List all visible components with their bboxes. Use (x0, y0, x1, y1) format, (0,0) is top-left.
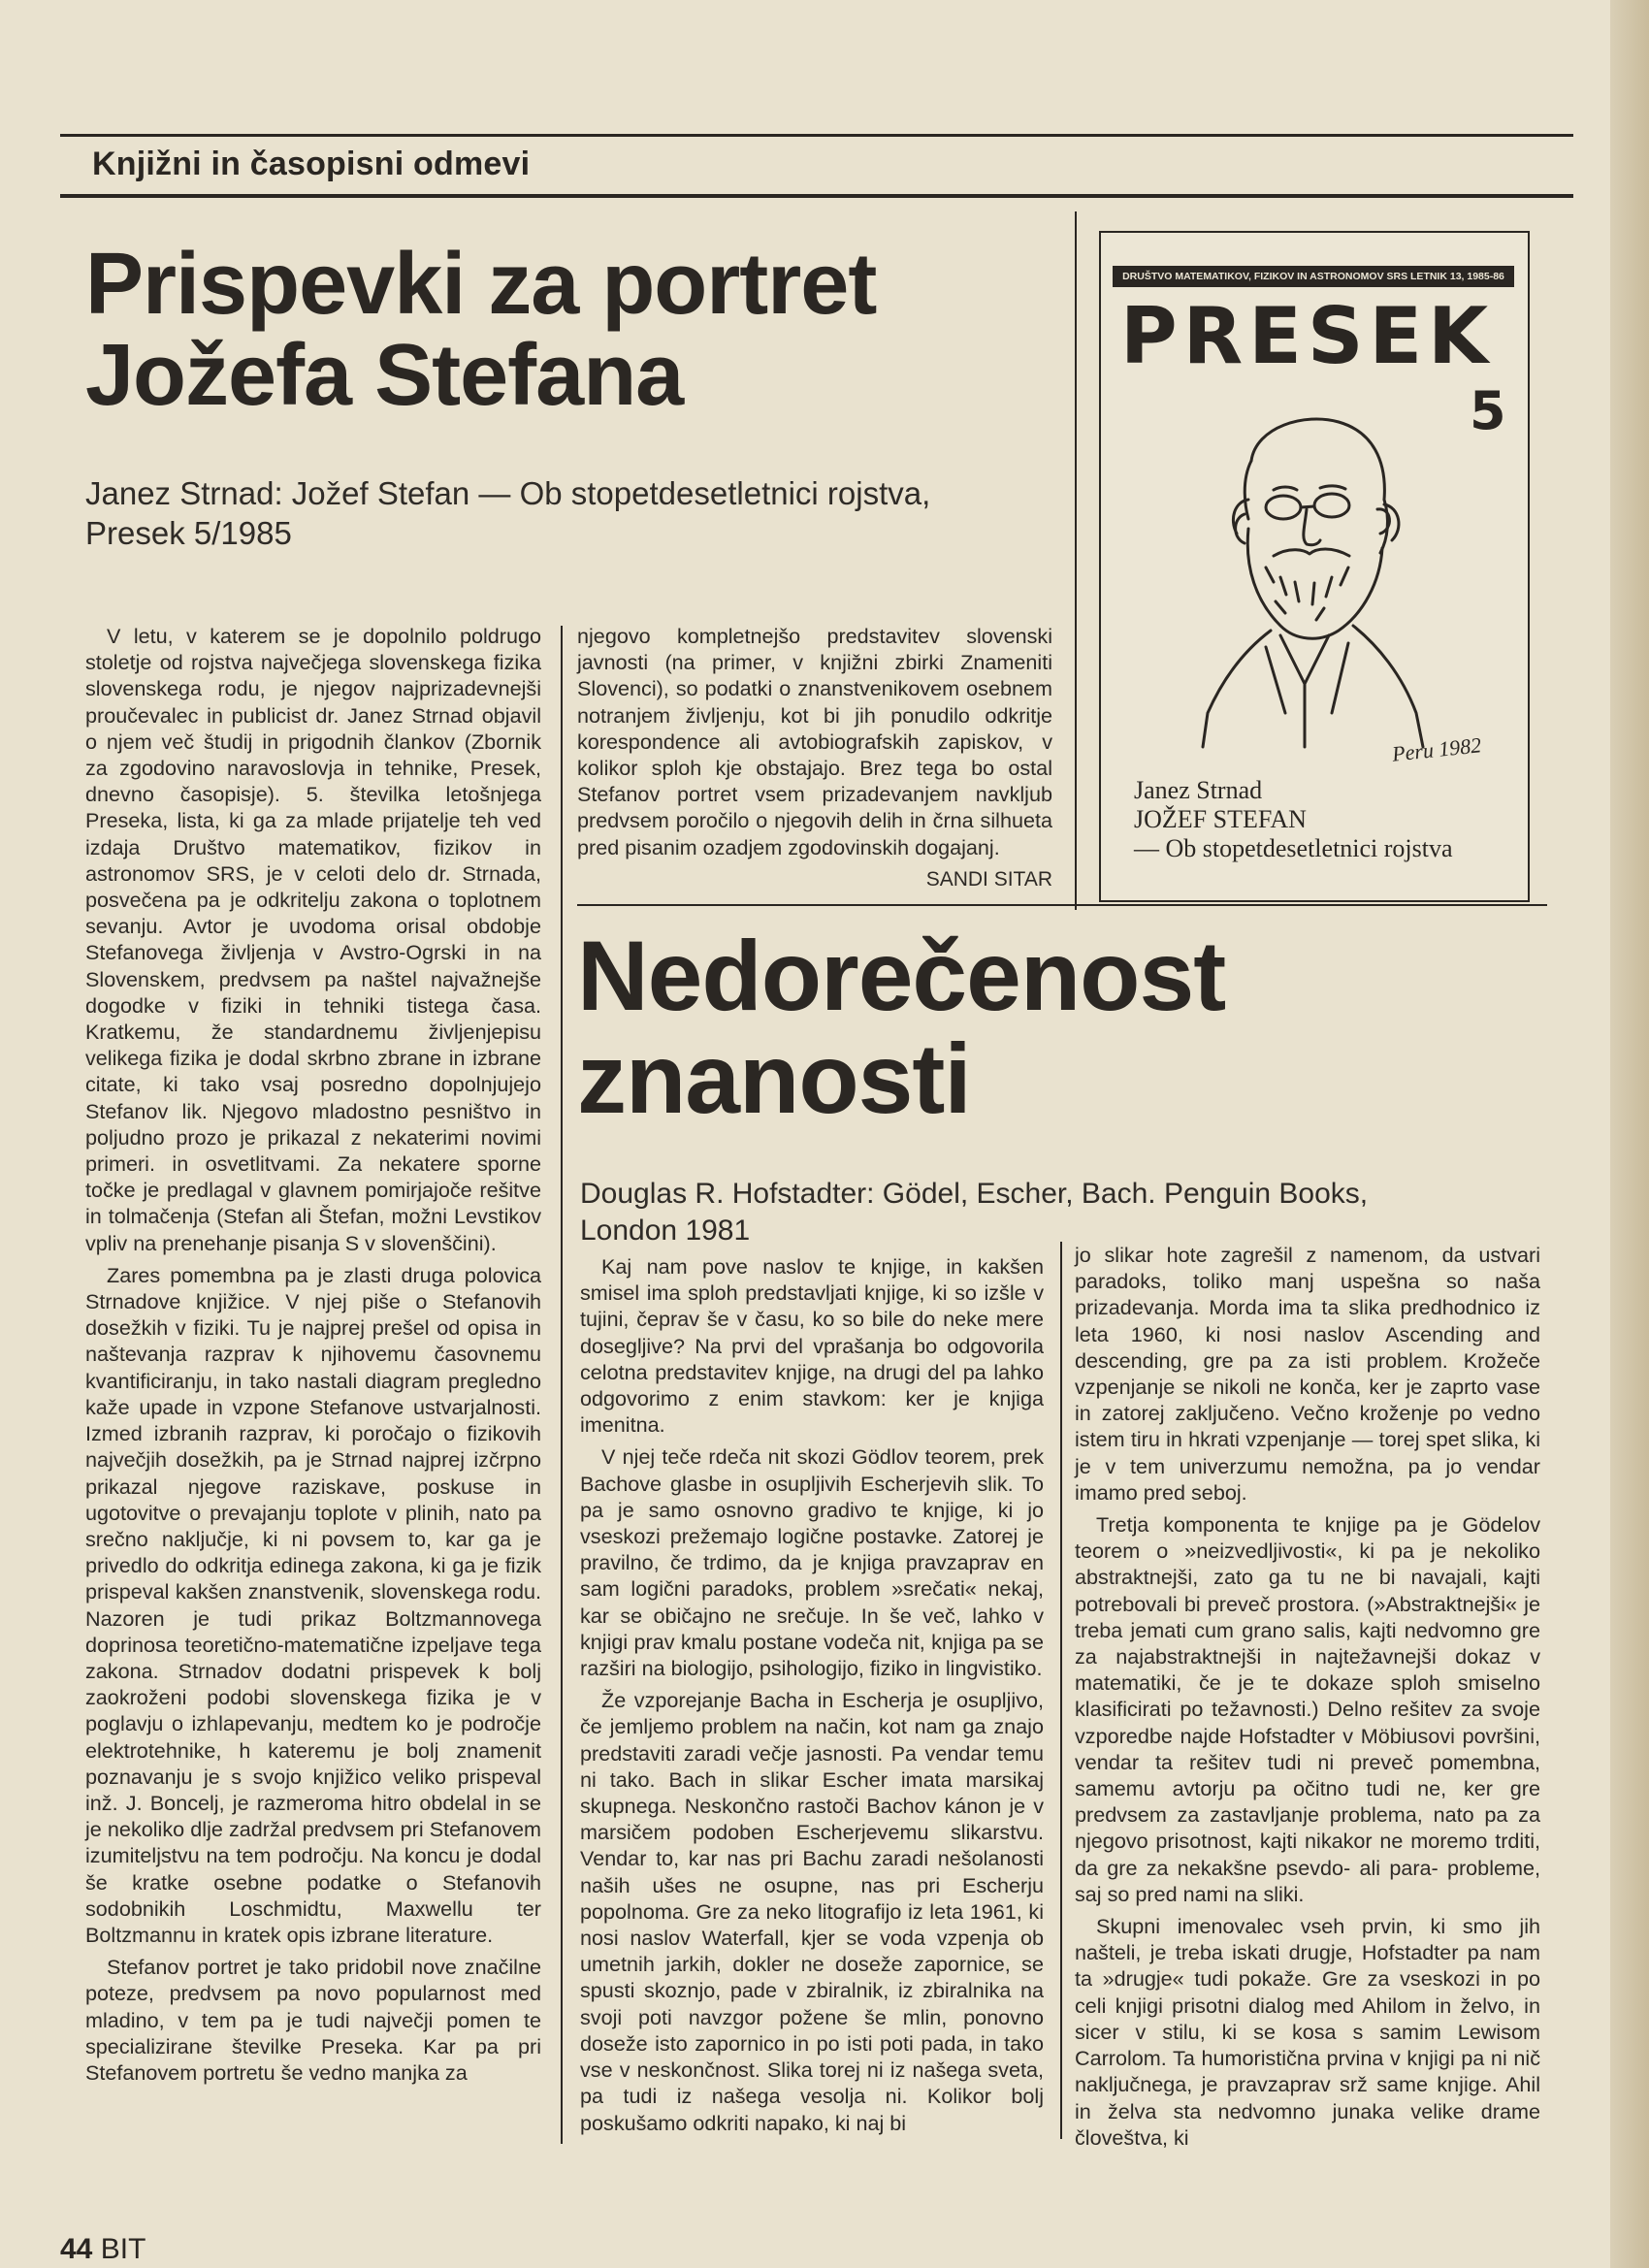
article1-title (85, 236, 1065, 424)
article-separator (577, 904, 1547, 906)
article2-paragraph: V njej teče rdeča nit skozi Gödlov teorem, prek Bachove glasbe in osupljivih Escherjevih slik. To pa je samo osnovno gradivo te knjige, ki jo vseskozi prežemajo logične postavke. Zatorej je pravilno, če trdimo, da je knjiga pravzaprav en sam logični paradoks, problem »srečati« nekaj, kar se običajno ne srečuje. In še več, lahko v knjigi prav kmalu postane vodeča nit, knjiga pa se razširi na biologijo, psihologijo, fiziko in lingvistiko. (580, 1444, 1044, 1681)
article1-column-2 (577, 623, 1052, 892)
article2-paragraph: Tretja komponenta te knjige pa je Gödelov teorem o »neizvedljivosti«, ki pa je nekoliko abstraktnejši, zato ga tu ne bi navajali, kajti potrebovali bi preveč prostora. (»Abstraktnejši« je treba jemati cum grano salis, kajti nedvomno gre za najabstraktnejši in najtežavnejši dokaz v matematiki, če je te dokaze sploh smiselno klasificirati po težavnosti.) Delno rešitev za svoje vzporedbe najde Hofstadter v Möbiusovi površini, vendar ta rešitev tudi ni preveč pomembna, samemu avtorju pa očitno tudi ne, ker gre predvsem za zastavljanje problema, nato pa za njegovo prisotnost, kajti nikakor ne moremo trditi, da gre za nekakšne psevdo- ali para- probleme, saj so pred nami na sliki. (1075, 1512, 1540, 1906)
article2-paragraph: Že vzporejanje Bacha in Escherja je osupljivo, če jemljemo problem na način, kot nam ga znajo predstaviti zaradi večje jasnosti. Pa vendar temu ni tako. Bach in slikar Escher imata marsikaj skupnega. Neskončno rastoči Bachov kánon je v marsičem podoben Escherjevemu slikarstvu. Vendar to, kar nas pri Bachu zaradi nešolanosti naših ušes ne osupne, nas pri Escherju popolnoma. Gre za neko litografijo iz leta 1961, ki nosi naslov Waterfall, kjer se voda vzpenja ob umetnih jarkih, dokler ne doseže zapornice, se spusti skoznjo, pade v zbiralnik, iz zbiralnika na svoji poti navzgor požene še mlin, ponovno doseže isto zapornico in po isti poti pada, in tako vse v neskončnost. Slika torej ni iz našega sveta, pa tudi iz našega vesolja ni. Kolikor bolj poskušamo odkriti napako, ki naj bi (580, 1688, 1044, 2135)
top-rule (60, 134, 1573, 137)
column-divider-left (561, 626, 563, 2144)
section-rule (60, 194, 1573, 198)
article1-paragraph: Stefanov portret je tako pridobil nove značilne poteze, predvsem pa novo popularnost med mladino, v tem pa je tudi največji pomen te specializirane številke Preseka. Kar pa pri Stefanovem portretu še vedno manjka za (85, 1955, 541, 2085)
page-footer (60, 2233, 146, 2266)
cover-caption (1134, 776, 1453, 863)
article2-source-line2: London 1981 (580, 1214, 751, 1247)
article2-source-line1: Douglas R. Hofstadter: Gödel, Escher, Bach. Penguin Books, (580, 1178, 1369, 1210)
stefan-portrait-illustration (1159, 393, 1470, 752)
article1-title-line2: Jožefa Stefana (85, 327, 684, 424)
article1-paragraph: njegovo kompletnejšo predstavitev slovenski javnosti (na primer, v knjižni zbirki Znameniti Slovenci), so podatki o znanstvenikovem osebnem notranjem življenju, kot bi jih ponudilo odkritje korespondence ali avtobiografskih zapiskov, v kolikor sploh kje obstajajo. Brez tega bo ostal Stefanov portret vsem prizadevanjem navkljub predvsem poročilo o njegovih delih in črna silhueta pred pisanim ozadjem zgodovinskih dogajanj. (577, 624, 1052, 859)
cover-publisher-band: DRUŠTVO MATEMATIKOV, FIZIKOV IN ASTRONOMOV SRS LETNIK 13, 1985-86 (1113, 266, 1514, 287)
header-divider (1075, 211, 1077, 910)
article2-column-2 (1075, 1242, 1540, 2156)
article1-source-line1: Janez Strnad: Jožef Stefan — Ob stopetdesetletnici rojstva, (85, 475, 931, 511)
article1-column-1 (85, 623, 541, 2091)
section-label: Knjižni in časopisni odmevi (92, 146, 531, 182)
article1-paragraph: Zares pomembna pa je zlasti druga polovica Strnadove knjižice. V njej piše o Stefanovih dosežkih v fiziki. Tu je najprej prešel od opisa in naštevanja razprav k njihovemu časovnemu kvantificiranju, in tako nastali diagram pregledno kaže upade in vzpone Stefanove ustvarjalnosti. Izmed izbranih razprav, ki poročajo o fizikovih največjih dosežkih, pa je Strnad najprej izčrpno prikazal njegove raziskave, poskuse in ugotovitve o prevajanju toplote v plinih, nato pa srečno naključje, ki ni povsem to, kar ga je privedlo do odkritja edinega zakona, ki ga je fizik prispeval kakšen znanstvenik, slovenskega rodu. Nazoren je tudi prikaz Boltzmannovega doprinosa teoretično-matematične izpeljave tega zakona. Strnadov dodatni prispevek k bolj zaokroženi podobi slovenskega fizika je v poglavju o izhlapevanju, medtem ko je področje elektrotehnike, h kateremu je bolj znamenit poznavanju je s svojo knjižico veliko prispeval inž. J. Boncelj, je razmeroma hitro obdelal in se je nekoliko dlje zadržal predvsem pri Stefanovem izumiteljstvu na tem področju. Na koncu je dodal še kratke osebne podatke o Stefanovih sodobnikih Loschmidtu, Maxwellu ter Boltzmannu in kratek opis izbrane literature. (85, 1262, 541, 1947)
cover-author: Janez Strnad (1134, 776, 1263, 804)
article1-title-line1: Prispevki za portret (85, 236, 877, 333)
article1-paragraph: V letu, v katerem se je dopolnilo poldrugo stoletje od rojstva največjega slovenskega fizika slovenskega rodu, je njegov najprizadevnejši proučevalec in publicist dr. Janez Strnad objavil o njem več študij in prigodnih člankov (Zbornik za zgodovino naravoslovja in tehnike, Presek, dnevno časopisje). 5. številka letošnjega Preseka, lista, ki ga za mlade prijatelje teh ved izdaja Društvo matematikov, fizikov in astronomov SRS, je v celoti delo dr. Strnada, posvečena pa je odkritelju zakona o toplotnem sevanju. Avtor je uvodoma orisal obdobje Stefanovega življenja v Avstro-Ogrski in na Slovenskem, predvsem pa naštel najvažnejše dogodke v fiziki in tehniki tistega časa. Kratkemu, že standardnemu življenjepisu velikega fizika je dodal skrbno zbrane in izbrane citate, ki tako vsaj posredno dopolnjujejo Stefanov lik. Njegovo mladostno pesništvo in poljudno prozo je prikazal z nekaterimi novimi primeri. in osvetlitvami. Za nekatere sporne točke je predlagal v glavnem pomirjajoče rešitve in tolmačenja (Stefan ali Štefan, možni Levstikov vpliv na prenehanje pisanja S v slovenščini). (85, 624, 541, 1255)
cover-book-title: JOŽEF STEFAN (1134, 805, 1307, 833)
cover-title: PRESEK (1120, 291, 1495, 381)
article2-title-line2: znanosti (577, 1023, 971, 1134)
article2-title-line1: Nedorečenost (577, 921, 1226, 1031)
page-number: 44 (60, 2233, 93, 2265)
article2-paragraph: Kaj nam pove naslov te knjige, in kakšen smisel ima sploh predstavljati knjige, ki so izšle v tujini, čeprav še v času, ko so bile do neke mere dosegljive? Na prvi del vprašanja bo odgovorila celotna predstavitev knjige, na drugi del pa lahko odgovorimo z enim stavkom: ker je knjiga imenitna. (580, 1254, 1044, 1438)
page-edge (1610, 0, 1649, 2268)
cover-book-subtitle: — Ob stopetdesetletnici rojstva (1134, 834, 1453, 862)
article2-paragraph: jo slikar hote zagrešil z namenom, da ustvari paradoks, toliko manj uspešna so naša prizadevanja. Morda ima ta slika predhodnico iz leta 1960, ki nosi naslov Ascending and descending, gre pa za isti problem. Krožeče vzpenjanje se nikoli ne konča, ker je zaprto vase in zatorej zaključeno. Večno kroženje po vedno istem tiru in hkrati vzpenjanje — torej spet slika, ki je v tem univerzumu nemožna, pa jo vendar imamo pred seboj. (1075, 1243, 1540, 1505)
article1-source-line2: Presek 5/1985 (85, 515, 292, 552)
article2-source (580, 1176, 1540, 1248)
cover-artist-signature: Peru 1982 (1390, 732, 1483, 766)
presek-cover-image (1099, 231, 1530, 902)
article2-column-1 (580, 1253, 1044, 2142)
cover-issue-number: 5 (1470, 380, 1506, 441)
author-signature: SANDI SITAR (925, 867, 1052, 891)
column-divider-right (1060, 1242, 1062, 2139)
article2-title (577, 921, 1537, 1134)
article1-source (85, 473, 1065, 554)
magazine-name: BIT (100, 2233, 146, 2265)
article2-paragraph: Skupni imenovalec vseh prvin, ki smo jih našteli, je treba iskati drugje, Hofstadter pa nam ta »drugje« tudi pokaže. Gre za vseskozi in po celi knjigi prisotni dialog med Ahilom in želvo, in sicer v stilu, ki se kosa s samim Lewisom Carrolom. Ta humoristična prvina v knjigi pa ni nič naključnega, je pravzaprav srž same knjige. Ahil in želva sta nedvomno junaka velike drame človeštva, ki (1075, 1914, 1540, 2150)
